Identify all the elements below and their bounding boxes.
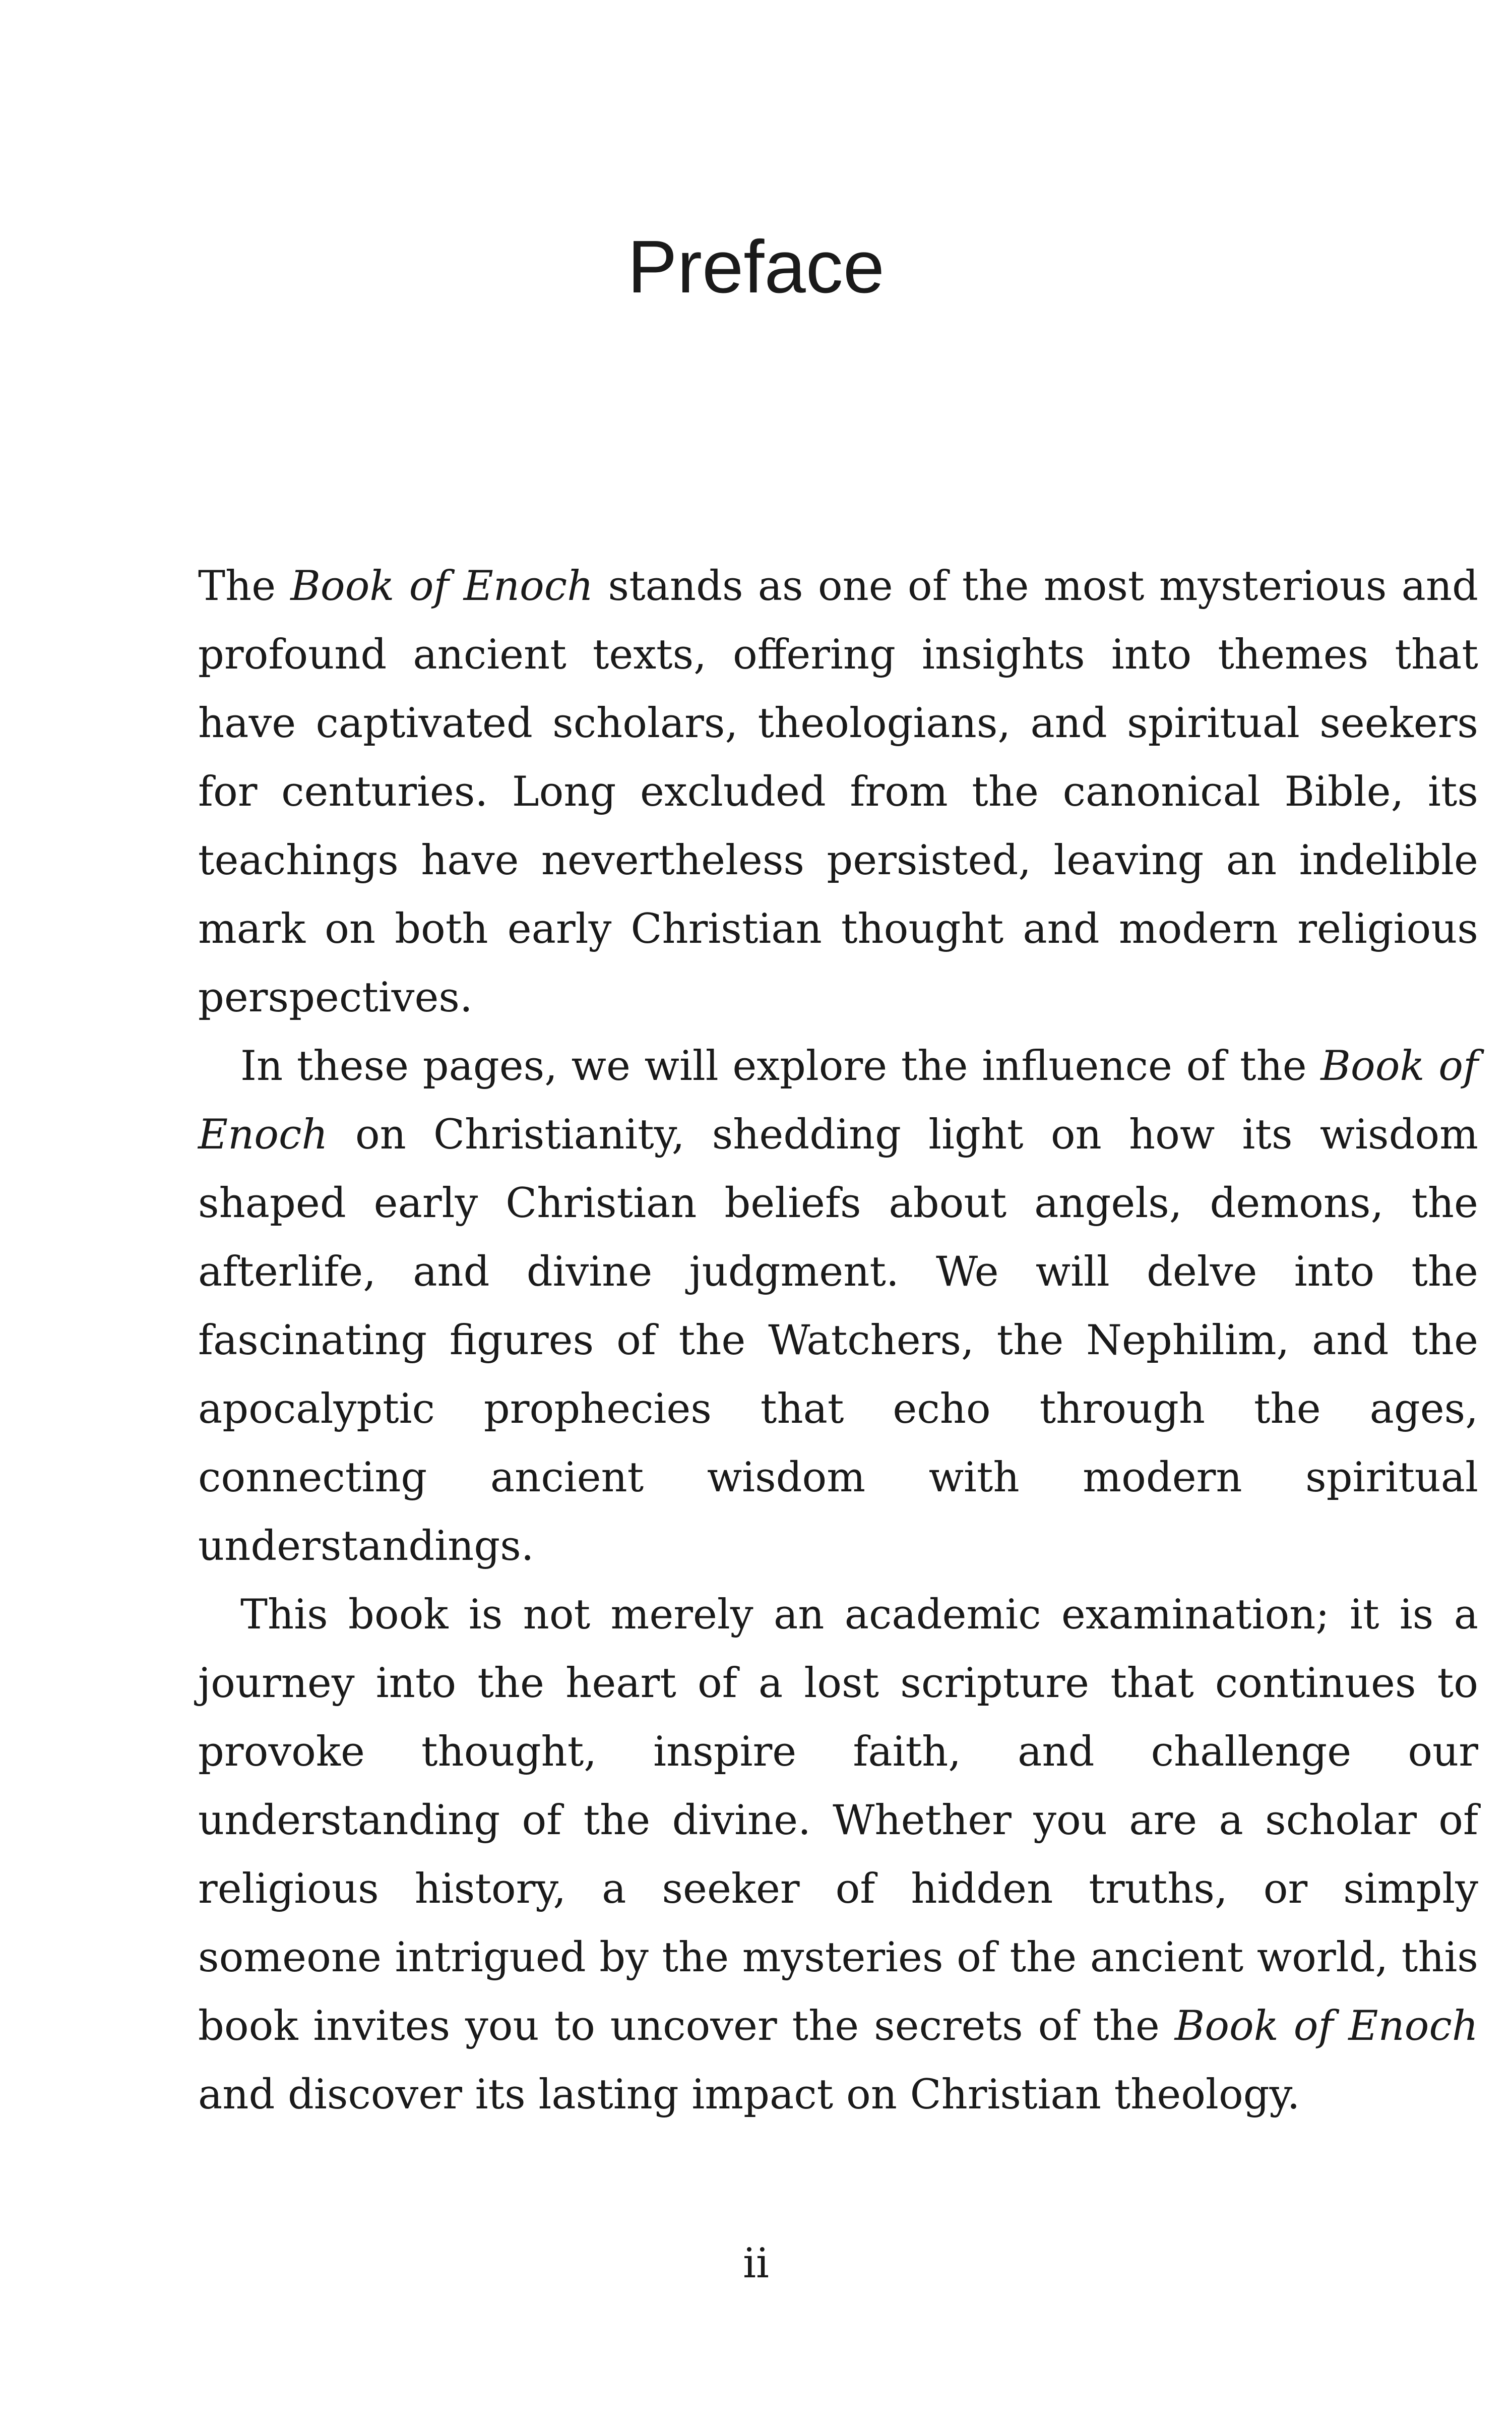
paragraph-1 — [198, 552, 1478, 1032]
text-run: The — [198, 563, 291, 610]
text-run: stands as one of the most mysterious and profound ancient texts, offering insights into themes that have captivated scholars, theologians, and spiritual seekers for centuries. Long excluded from the canonical Bible, its teachings have nevertheless persisted, leaving an indelible mark on both early Christian thought and modern religious perspectives. — [198, 563, 1478, 1021]
book-title-italic: Book of Enoch — [290, 563, 594, 610]
book-title-italic: Book of Enoch — [198, 1043, 1478, 1159]
preface-body — [198, 552, 1478, 2129]
text-run: on Christianity, shedding light on how its wisdom shaped early Christian beliefs about angels, demons, the afterlife, and divine judgment. We will delve into the fascinating figures of the Watchers, the Nephilim, and the apocalyptic prophecies that echo through the ages, connecting ancient wisdom with modern spiritual understandings. — [198, 1111, 1478, 1570]
text-run: In these pages, we will explore the influence of the — [240, 1043, 1321, 1090]
page-title: Preface — [627, 225, 885, 309]
text-run: and discover its lasting impact on Christian theology. — [198, 2071, 1300, 2119]
paragraph-2 — [198, 1032, 1478, 1581]
book-title-italic: Book of Enoch — [1174, 2003, 1478, 2050]
paragraph-3 — [198, 1581, 1478, 2129]
page-number: ii — [743, 2240, 769, 2287]
text-run: This book is not merely an academic examination; it is a journey into the heart of a lost scripture that continues to provoke thought, inspire faith, and challenge our understanding of the divine. Whether you are a scholar of religious history, a seeker of hidden truths, or simply someone intrigued by the mysteries of the ancient world, this book invites you to uncover the secrets of the — [198, 1591, 1478, 2050]
